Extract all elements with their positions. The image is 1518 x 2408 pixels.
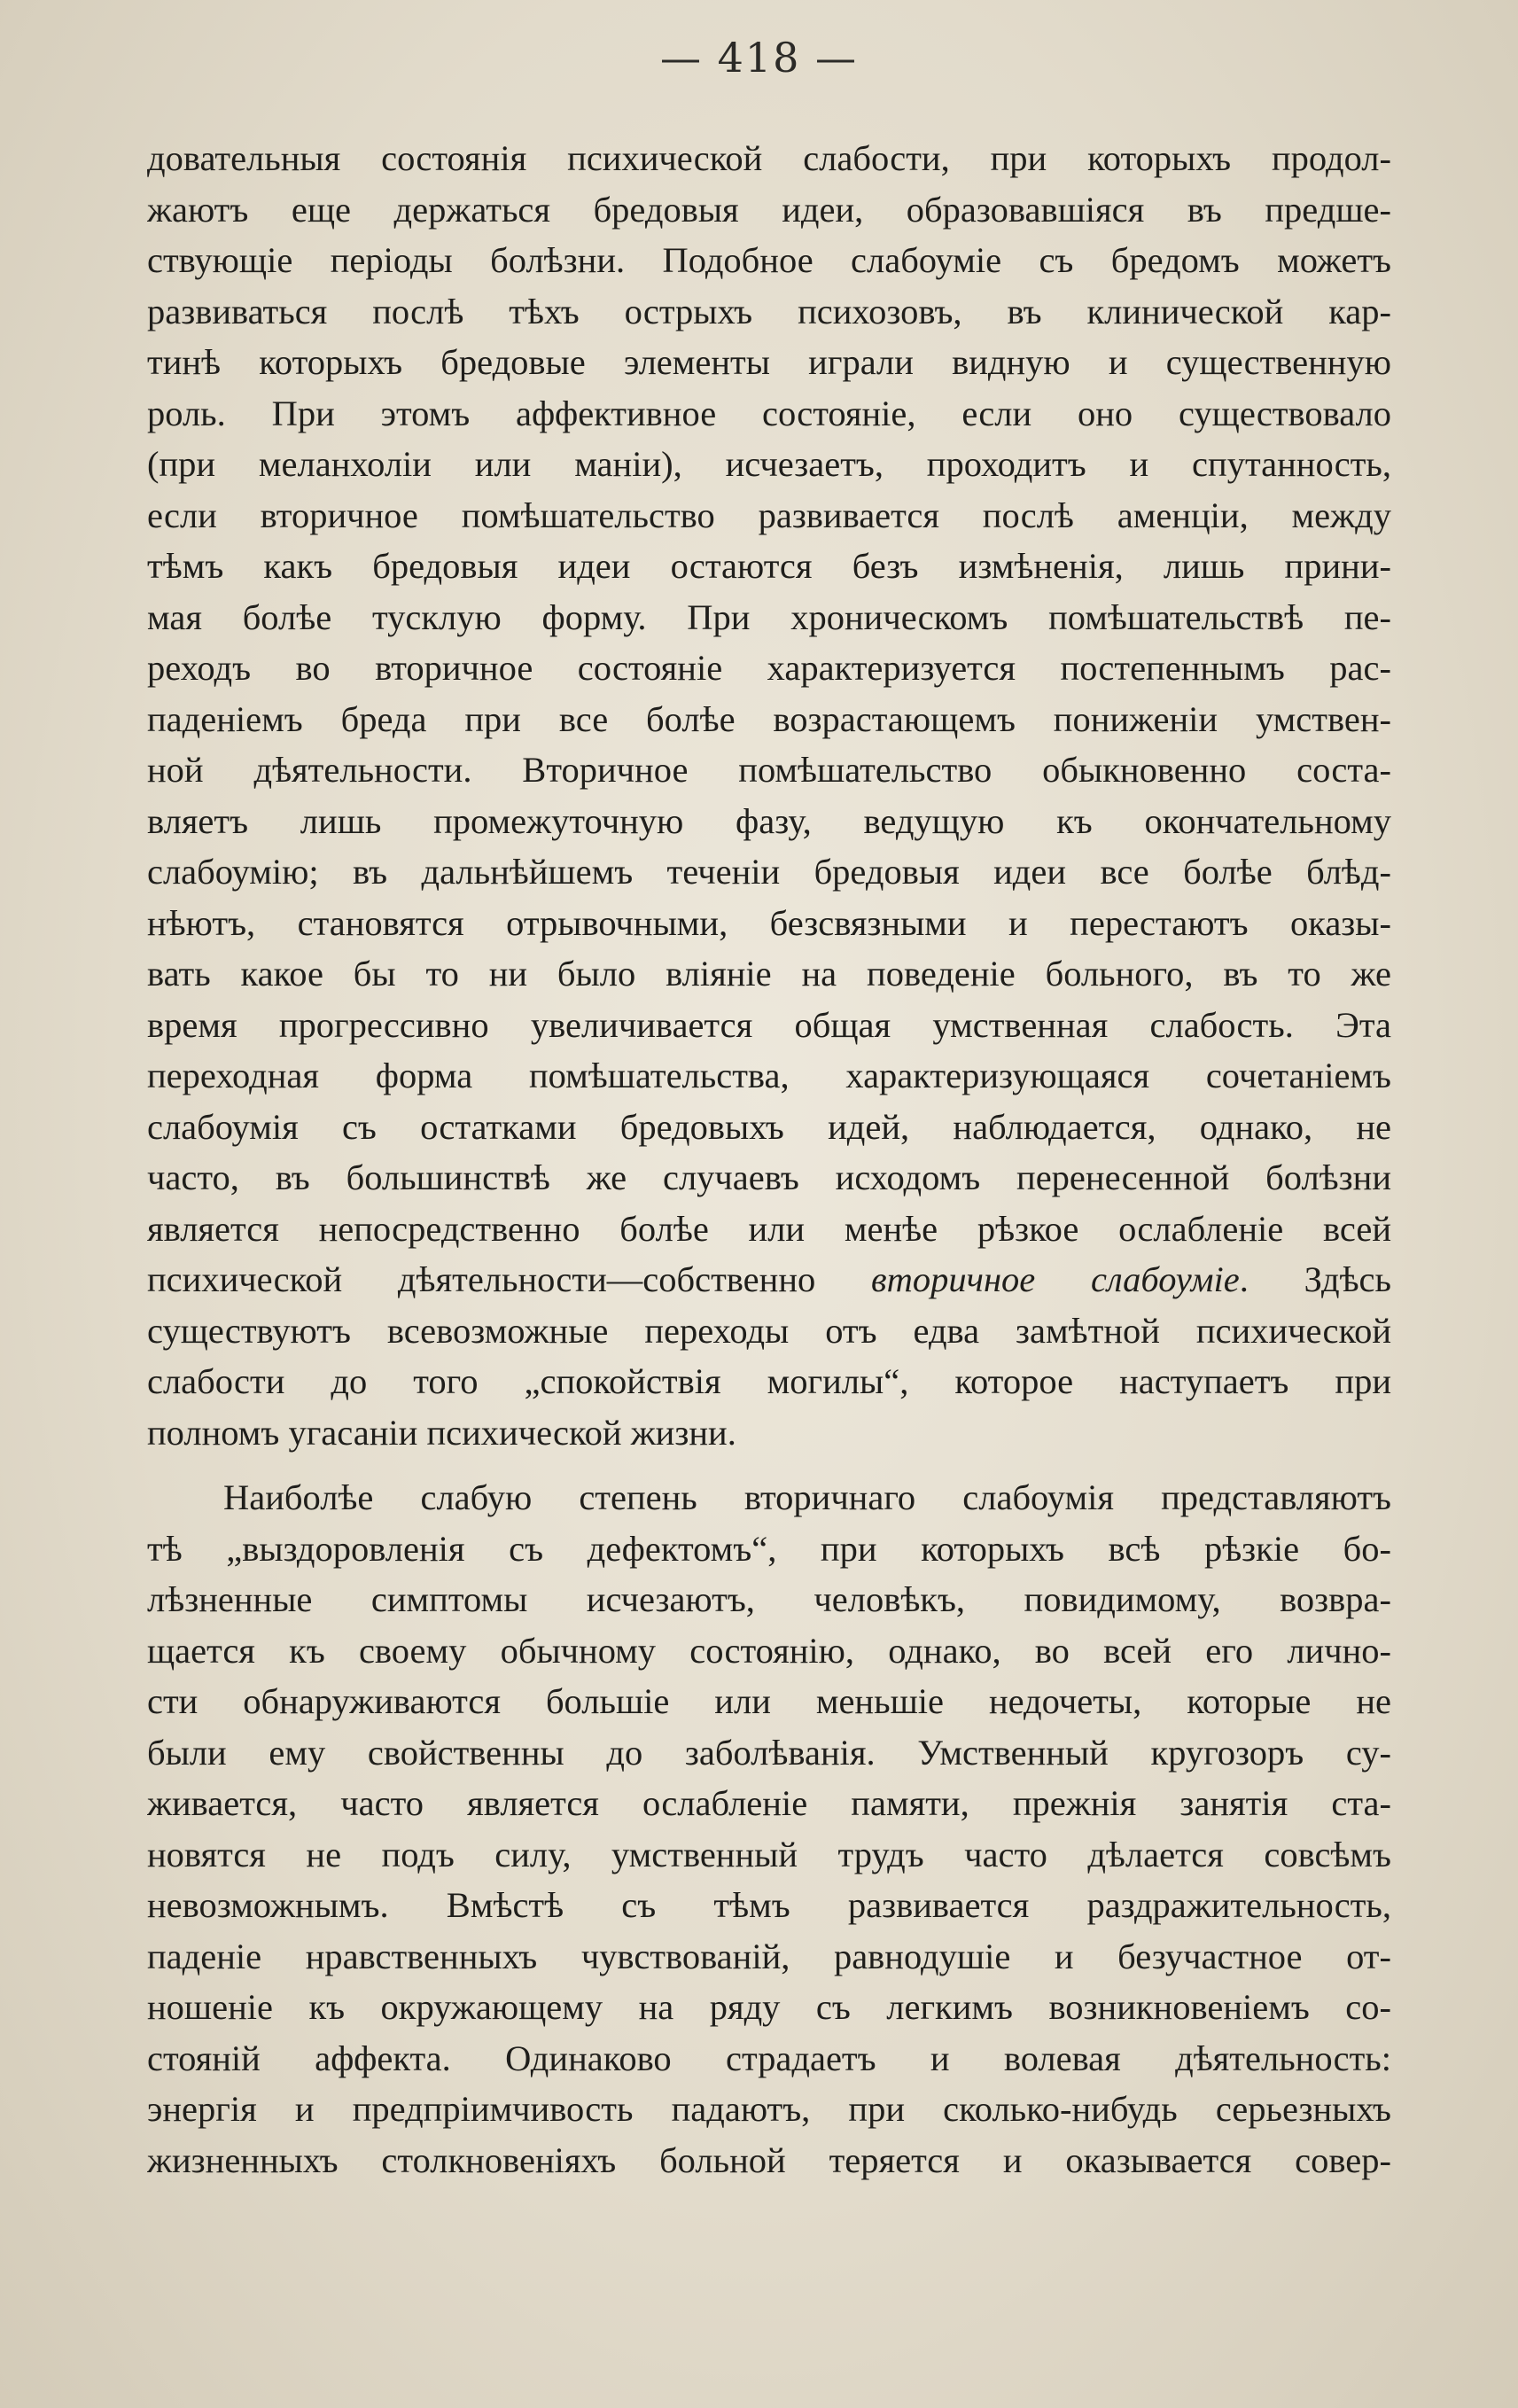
- text-line: живается, часто является ослабленіе памяти, прежнія занятія ста-: [147, 1783, 1391, 1823]
- paragraph-2: [147, 1472, 1391, 2186]
- text-line: время прогрессивно увеличивается общая умственная слабость. Эта: [147, 1004, 1391, 1045]
- page-number: — 418 —: [659, 34, 859, 82]
- text-line: тѣ „выздоровленія съ дефектомъ“, при которыхъ всѣ рѣзкіе бо-: [147, 1528, 1391, 1569]
- text-line: реходъ во вторичное состояніе характеризуется постепеннымъ рас-: [147, 648, 1391, 688]
- paragraph-1: [147, 133, 1391, 1458]
- text-line: мая болѣе тусклую форму. При хроническомъ помѣшательствѣ пе-: [147, 596, 1391, 637]
- text-line: существуютъ всевозможные переходы отъ едва замѣтной психической: [147, 1310, 1391, 1351]
- text-line: слабоумія съ остатками бредовыхъ идей, наблюдается, однако, не: [147, 1106, 1391, 1147]
- text-line: роль. При этомъ аффективное состояніе, если оно существовало: [147, 393, 1391, 433]
- text-line: сти обнаруживаются большіе или меньшіе недочеты, которые не: [147, 1681, 1391, 1721]
- paragraph-gap: [147, 1458, 1391, 1472]
- text-line: развиваться послѣ тѣхъ острыхъ психозовъ, въ клинической кар-: [147, 291, 1391, 331]
- text-line: щается къ своему обычному состоянію, однако, во всей его лично-: [147, 1630, 1391, 1671]
- text-line: ной дѣятельности. Вторичное помѣшательство обыкновенно соста-: [147, 750, 1391, 790]
- text-line: переходная форма помѣшательства, характеризующаяся сочетаніемъ: [147, 1056, 1391, 1095]
- text-span: . Здѣсь: [1239, 1259, 1391, 1299]
- text-line: является непосредственно болѣе или менѣе рѣзкое ослабленіе всей: [147, 1208, 1391, 1249]
- text-line: паденіе нравственныхъ чувствованій, равнодушіе и безучастное от-: [147, 1936, 1391, 1976]
- text-line: жаютъ еще держаться бредовыя идеи, образовавшіяся въ предше-: [147, 189, 1391, 230]
- text-line: ношеніе къ окружающему на ряду съ легкимъ возникновеніемъ со-: [147, 1987, 1391, 2027]
- text-line: если вторичное помѣшательство развивается послѣ аменціи, между: [147, 495, 1391, 535]
- text-line: (при меланхоліи или маніи), исчезаетъ, проходитъ и спутанность,: [147, 444, 1391, 484]
- text-line: лѣзненные симптомы исчезаютъ, человѣкъ, повидимому, возвра-: [147, 1579, 1391, 1619]
- body-text: [147, 133, 1391, 2186]
- emphasized-term: вторичное слабоуміе: [871, 1259, 1240, 1299]
- text-span: психической дѣятельности—собственно: [147, 1259, 872, 1299]
- text-line: часто, въ большинствѣ же случаевъ исходомъ перенесенной болѣзни: [147, 1157, 1391, 1197]
- text-line: слабости до того „спокойствія могилы“, которое наступаетъ при: [147, 1361, 1391, 1401]
- text-line: стояній аффекта. Одинаково страдаетъ и волевая дѣятельность:: [147, 2038, 1391, 2078]
- text-line: Наиболѣе слабую степень вторичнаго слабоумія представляютъ: [223, 1477, 1391, 1517]
- text-line: новятся не подъ силу, умственный трудъ часто дѣлается совсѣмъ: [147, 1834, 1391, 1874]
- text-line: были ему свойственны до заболѣванія. Умственный кругозоръ су-: [147, 1732, 1391, 1773]
- text-line: нѣютъ, становятся отрывочными, безсвязными и перестаютъ оказы-: [147, 902, 1391, 943]
- text-line: паденіемъ бреда при все болѣе возрастающемъ пониженіи умствен-: [147, 698, 1391, 739]
- text-line-with-emphasis: [147, 1254, 1391, 1305]
- text-line: полномъ угасаніи психической жизни.: [147, 1412, 736, 1453]
- text-line: тинѣ которыхъ бредовые элементы играли видную и существенную: [147, 342, 1391, 382]
- text-line: вляетъ лишь промежуточную фазу, ведущую къ окончательному: [147, 800, 1391, 841]
- text-line: энергія и предпріимчивость падаютъ, при сколько-нибудь серьезныхъ: [147, 2089, 1391, 2129]
- text-line: ствующіе періоды болѣзни. Подобное слабоуміе съ бредомъ можетъ: [147, 240, 1391, 280]
- text-line: тѣмъ какъ бредовыя идеи остаются безъ измѣненія, лишь прини-: [147, 546, 1391, 586]
- text-line: жизненныхъ столкновеніяхъ больной теряется и оказывается совер-: [147, 2139, 1391, 2180]
- text-line: вать какое бы то ни было вліяніе на поведеніе больного, въ то же: [147, 954, 1391, 994]
- text-line: довательныя состоянія психической слабости, при которыхъ продол-: [147, 138, 1391, 178]
- text-line: слабоумію; въ дальнѣйшемъ теченіи бредовыя идеи все болѣе блѣд-: [147, 852, 1391, 892]
- text-line: невозможнымъ. Вмѣстѣ съ тѣмъ развивается раздражительность,: [147, 1885, 1391, 1925]
